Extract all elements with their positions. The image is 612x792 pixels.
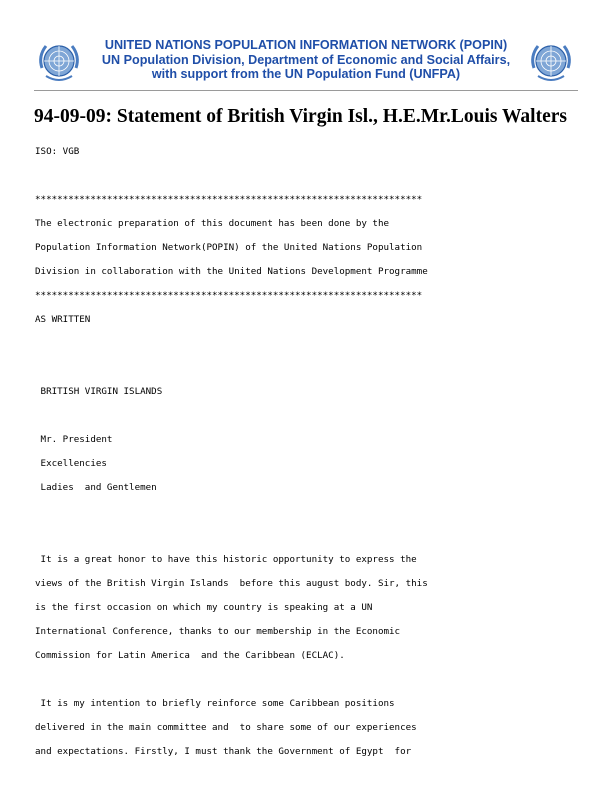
as-written-label: AS WRITTEN [35, 314, 91, 325]
credit-line-3: Division in collaboration with the United Nations Development Programme [35, 266, 428, 277]
header-line-3: with support from the UN Population Fund (UNFPA) [151, 67, 461, 81]
salutation-line: Mr. President [35, 434, 113, 445]
paragraph-line: It is my intention to briefly reinforce some Caribbean positions [35, 698, 395, 709]
document-title: 94-09-09: Statement of British Virgin Isl., H.E.Mr.Louis Walters [34, 106, 567, 127]
country-heading: BRITISH VIRGIN ISLANDS [35, 386, 163, 397]
separator-line: ********************************************************************** [35, 290, 423, 301]
paragraph-line: delivered in the main committee and to share some of our experiences [35, 722, 417, 733]
paragraph-line: and expectations. Firstly, I must thank the Government of Egypt for [35, 746, 412, 757]
header-divider [34, 90, 578, 91]
paragraph-line: views of the British Virgin Islands before this august body. Sir, this [35, 578, 428, 589]
page-header [0, 0, 612, 100]
un-emblem-icon [526, 38, 576, 84]
salutation-line: Ladies and Gentlemen [35, 482, 157, 493]
header-line-1: UNITED NATIONS POPULATION INFORMATION NETWORK (POPIN) [104, 38, 508, 52]
header-line-2: UN Population Division, Department of Economic and Social Affairs, [101, 52, 511, 67]
paragraph-line: Commission for Latin America and the Caribbean (ECLAC). [35, 650, 345, 661]
header-text [90, 38, 522, 82]
paragraph-line: It is a great honor to have this historic opportunity to express the [35, 554, 417, 565]
credit-line-1: The electronic preparation of this document has been done by the [35, 218, 390, 229]
salutation-line: Excellencies [35, 458, 107, 469]
paragraph-line: is the first occasion on which my country is speaking at a UN [35, 602, 373, 613]
un-emblem-icon [34, 38, 84, 84]
paragraph-line: International Conference, thanks to our membership in the Economic [35, 626, 401, 637]
iso-code: ISO: VGB [35, 146, 80, 157]
separator-line: ********************************************************************** [35, 194, 423, 205]
credit-line-2: Population Information Network(POPIN) of the United Nations Population [35, 242, 423, 253]
